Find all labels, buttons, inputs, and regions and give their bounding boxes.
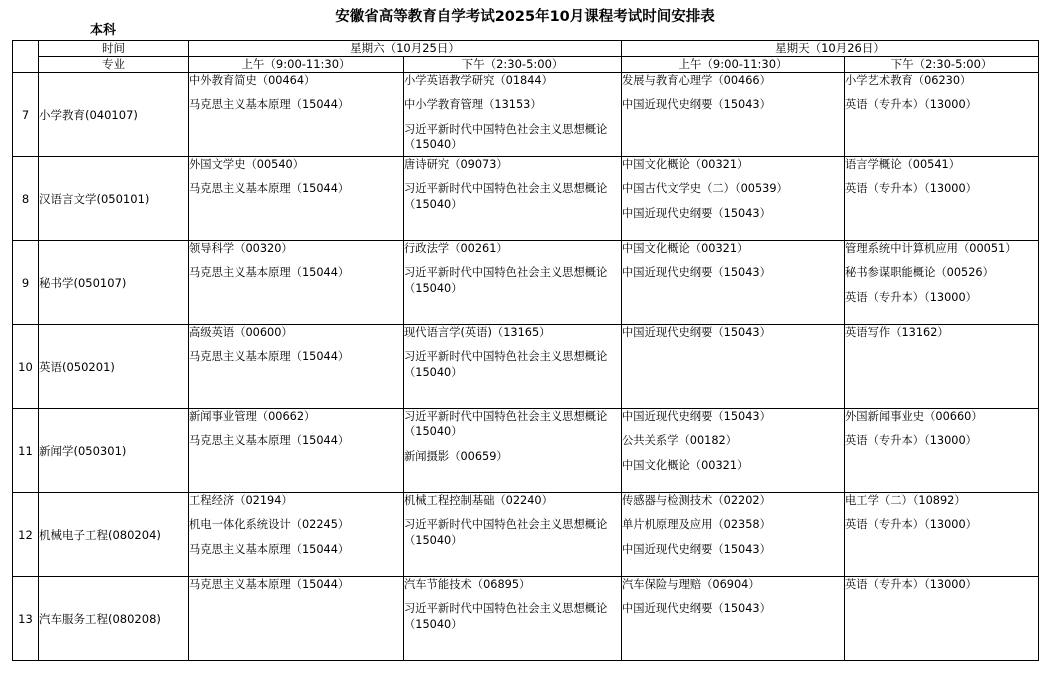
course-item: 中国文化概论（00321）: [622, 158, 749, 171]
courses-sat-am: [189, 577, 404, 661]
courses-sat-am: [189, 409, 404, 493]
course-item: 英语（专升本）（13000）: [845, 182, 977, 196]
courses-sat-am: [189, 73, 404, 157]
courses-sun-am: [622, 577, 845, 661]
header-major-label: 专业: [39, 57, 189, 73]
courses-sat-pm: [404, 241, 622, 325]
major-name: 英语(050201): [39, 325, 189, 409]
courses-sat-pm: [404, 409, 622, 493]
header-time-label: 时间: [39, 41, 189, 57]
course-item: 汽车保险与理赔（06904）: [622, 578, 760, 591]
course-item: 新闻事业管理（00662）: [189, 410, 316, 423]
course-item: 外国新闻事业史（00660）: [845, 410, 983, 423]
course-item: 英语写作（13162）: [845, 326, 949, 339]
courses-sun-pm: [845, 409, 1039, 493]
course-item: 秘书参谋职能概论（00526）: [845, 266, 994, 280]
courses-sun-am: [622, 493, 845, 577]
table-row: [13, 493, 1039, 577]
course-item: 唐诗研究（09073）: [404, 158, 508, 171]
course-item: 马克思主义基本原理（15044）: [189, 266, 350, 280]
courses-sun-pm: [845, 577, 1039, 661]
course-item: 管理系统中计算机应用（00051）: [845, 242, 1017, 255]
major-name: 新闻学(050301): [39, 409, 189, 493]
course-item: 马克思主义基本原理（15044）: [189, 182, 350, 196]
course-item: 中国古代文学史（二）（00539）: [622, 182, 788, 196]
courses-sun-pm: [845, 325, 1039, 409]
courses-sun-pm: [845, 493, 1039, 577]
course-item: 习近平新时代中国特色社会主义思想概论（15040）: [404, 518, 608, 547]
page-title: 安徽省高等教育自学考试2025年10月课程考试时间安排表: [335, 9, 715, 25]
row-number: 8: [13, 157, 39, 241]
major-name: 机械电子工程(080204): [39, 493, 189, 577]
major-name: 秘书学(050107): [39, 241, 189, 325]
course-item: 中外教育简史（00464）: [189, 74, 316, 87]
header-row-day: [13, 41, 1039, 57]
course-item: 习近平新时代中国特色社会主义思想概论（15040）: [404, 350, 608, 379]
table-header: [13, 41, 1039, 73]
course-item: 公共关系学（00182）: [622, 434, 738, 448]
table-row: [13, 577, 1039, 661]
course-item: 马克思主义基本原理（15044）: [189, 578, 350, 591]
course-item: 习近平新时代中国特色社会主义思想概论（15040）: [404, 602, 608, 631]
course-item: 中国文化概论（00321）: [622, 458, 749, 472]
course-item: 领导科学（00320）: [189, 242, 293, 255]
course-item: 习近平新时代中国特色社会主义思想概论（15040）: [404, 266, 608, 295]
row-number: 12: [13, 493, 39, 577]
course-item: 小学英语教学研究（01844）: [404, 74, 553, 87]
course-item: 英语（专升本）（13000）: [845, 518, 977, 532]
course-item: 中国近现代史纲要（15043）: [622, 410, 771, 423]
courses-sat-am: [189, 493, 404, 577]
header-day-sunday: 星期天（10月26日）: [622, 41, 1039, 57]
major-name: 汽车服务工程(080208): [39, 577, 189, 661]
course-item: 行政法学（00261）: [404, 242, 508, 255]
course-item: 外国文学史（00540）: [189, 158, 305, 171]
exam-schedule-table: [12, 40, 1039, 661]
courses-sat-am: [189, 325, 404, 409]
course-item: 工程经济（02194）: [189, 494, 293, 507]
course-item: 中国近现代史纲要（15043）: [622, 98, 771, 112]
table-body: [13, 73, 1039, 661]
course-item: 马克思主义基本原理（15044）: [189, 542, 350, 556]
courses-sun-pm: [845, 241, 1039, 325]
table-row: [13, 241, 1039, 325]
table-row: [13, 73, 1039, 157]
courses-sat-pm: [404, 325, 622, 409]
course-item: 中国文化概论（00321）: [622, 242, 749, 255]
row-number: 11: [13, 409, 39, 493]
header-day-saturday: 星期六（10月25日）: [189, 41, 622, 57]
header-session-sun-am: 上午（9:00-11:30）: [622, 57, 845, 73]
course-item: 中小学教育管理（13153）: [404, 98, 542, 112]
course-item: 中国近现代史纲要（15043）: [622, 542, 771, 556]
table-row: [13, 325, 1039, 409]
major-name: 汉语言文学(050101): [39, 157, 189, 241]
row-number: 7: [13, 73, 39, 157]
row-number: 13: [13, 577, 39, 661]
course-item: 汽车节能技术（06895）: [404, 578, 531, 591]
education-level-label: 本科: [90, 23, 117, 38]
course-item: 中国近现代史纲要（15043）: [622, 266, 771, 280]
course-item: 英语（专升本）（13000）: [845, 98, 977, 112]
header-session-sat-pm: 下午（2:30-5:00）: [404, 57, 622, 73]
courses-sun-am: [622, 325, 845, 409]
corner-cell-blank: [13, 41, 39, 73]
course-item: 发展与教育心理学（00466）: [622, 74, 771, 87]
course-item: 中国近现代史纲要（15043）: [622, 602, 771, 616]
courses-sat-pm: [404, 577, 622, 661]
course-item: 机械工程控制基础（02240）: [404, 494, 553, 507]
courses-sun-pm: [845, 157, 1039, 241]
course-item: 机电一体化系统设计（02245）: [189, 518, 350, 532]
course-item: 高级英语（00600）: [189, 326, 293, 339]
course-item: 习近平新时代中国特色社会主义思想概论（15040）: [404, 122, 608, 151]
courses-sat-am: [189, 157, 404, 241]
header-session-sat-am: 上午（9:00-11:30）: [189, 57, 404, 73]
courses-sun-pm: [845, 73, 1039, 157]
course-item: 单片机原理及应用（02358）: [622, 518, 771, 532]
course-item: 英语（专升本）（13000）: [845, 434, 977, 448]
table-row: [13, 409, 1039, 493]
course-item: 现代语言学(英语)（13165）: [404, 326, 551, 339]
course-item: 中国近现代史纲要（15043）: [622, 326, 771, 339]
major-name: 小学教育(040107): [39, 73, 189, 157]
course-item: 马克思主义基本原理（15044）: [189, 350, 350, 364]
table-row: [13, 157, 1039, 241]
header-row-session: [13, 57, 1039, 73]
courses-sun-am: [622, 73, 845, 157]
course-item: 新闻摄影（00659）: [404, 449, 508, 463]
course-item: 传感器与检测技术（02202）: [622, 494, 771, 507]
course-item: 习近平新时代中国特色社会主义思想概论（15040）: [404, 182, 608, 211]
courses-sun-am: [622, 241, 845, 325]
course-item: 小学艺术教育（06230）: [845, 74, 972, 87]
course-item: 电工学（二）（10892）: [845, 494, 966, 507]
course-item: 习近平新时代中国特色社会主义思想概论（15040）: [404, 410, 608, 439]
course-item: 语言学概论（00541）: [845, 158, 961, 171]
row-number: 10: [13, 325, 39, 409]
courses-sat-am: [189, 241, 404, 325]
course-item: 中国近现代史纲要（15043）: [622, 206, 771, 220]
course-item: 英语（专升本）（13000）: [845, 290, 977, 304]
header-session-sun-pm: 下午（2:30-5:00）: [845, 57, 1039, 73]
courses-sun-am: [622, 157, 845, 241]
courses-sun-am: [622, 409, 845, 493]
courses-sat-pm: [404, 73, 622, 157]
courses-sat-pm: [404, 493, 622, 577]
course-item: 马克思主义基本原理（15044）: [189, 98, 350, 112]
courses-sat-pm: [404, 157, 622, 241]
row-number: 9: [13, 241, 39, 325]
course-item: 马克思主义基本原理（15044）: [189, 434, 350, 448]
course-item: 英语（专升本）（13000）: [845, 578, 977, 591]
